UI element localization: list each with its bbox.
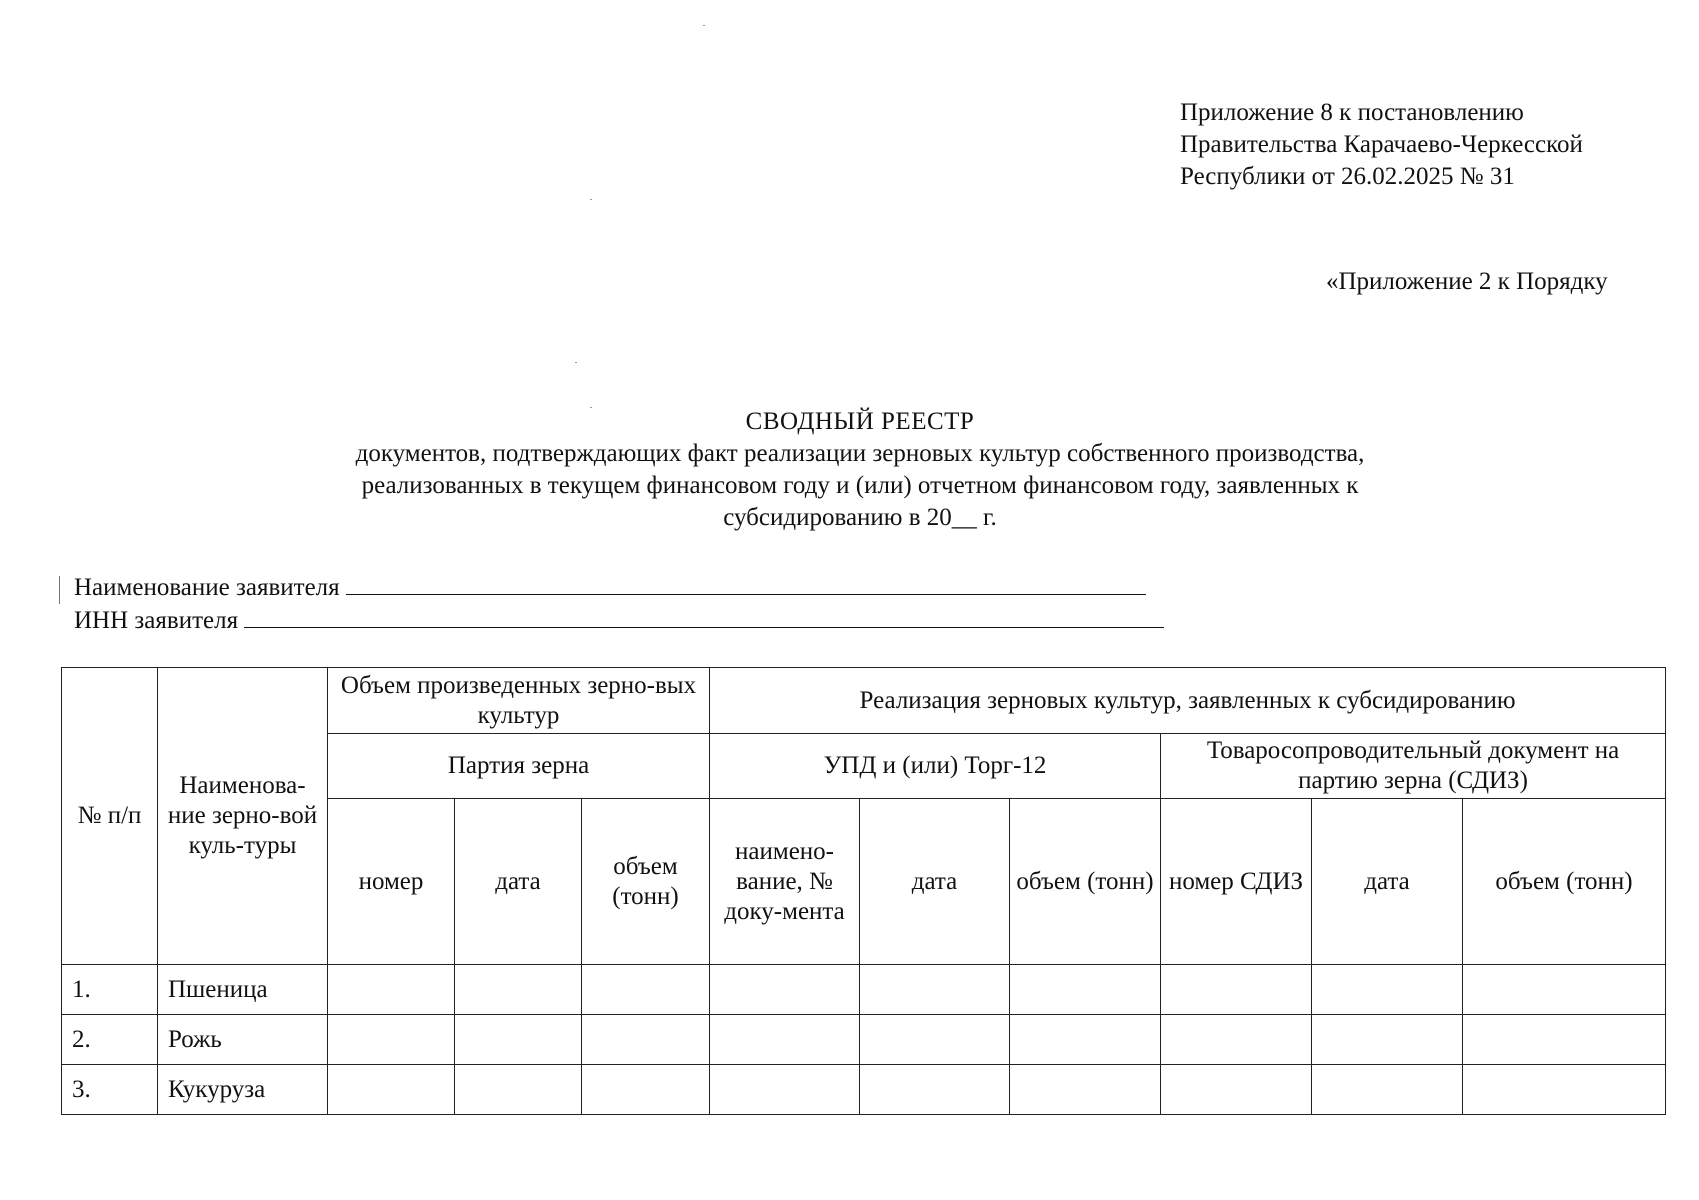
empty-cell (710, 1015, 860, 1065)
annex-line: Приложение 8 к постановлению (1180, 99, 1524, 126)
annex-line: Правительства Карачаево-Черкесской (1180, 131, 1583, 158)
empty-cell (328, 965, 455, 1015)
col-header-batch-volume: объем (тонн) (582, 799, 710, 965)
margin-mark (59, 576, 60, 604)
col-header-batch-number: номер (328, 799, 455, 965)
empty-cell (455, 1015, 582, 1065)
empty-cell (455, 965, 582, 1015)
applicant-name-label: Наименование заявителя (74, 574, 340, 601)
empty-cell (1463, 1015, 1666, 1065)
empty-cell (1161, 1065, 1312, 1115)
col-header-crop: Наименова-ние зерно-вой куль-туры (158, 668, 328, 965)
col-header-sdiz-volume: объем (тонн) (1463, 799, 1666, 965)
col-header-upd-volume: объем (тонн) (1010, 799, 1161, 965)
empty-cell (1463, 1065, 1666, 1115)
header-row-groups (62, 668, 1666, 734)
col-header-upd-date: дата (860, 799, 1010, 965)
row-crop: Рожь (158, 1015, 328, 1065)
subgroup-header-upd: УПД и (или) Торг-12 (710, 734, 1161, 799)
empty-cell (1312, 1015, 1463, 1065)
subgroup-header-batch: Партия зерна (328, 734, 710, 799)
empty-cell (860, 965, 1010, 1015)
empty-cell (860, 1065, 1010, 1115)
col-header-no: № п/п (62, 668, 158, 965)
empty-cell (710, 1065, 860, 1115)
empty-cell (582, 1015, 710, 1065)
applicant-inn-field (74, 605, 1164, 636)
empty-cell (1161, 1015, 1312, 1065)
row-crop: Пшеница (158, 965, 328, 1015)
scan-speck (590, 199, 592, 200)
empty-cell (1010, 965, 1161, 1015)
empty-cell (1463, 965, 1666, 1015)
row-crop: Кукуруза (158, 1065, 328, 1115)
applicant-inn-label: ИНН заявителя (74, 607, 239, 634)
empty-cell (1010, 1015, 1161, 1065)
col-header-batch-date: дата (455, 799, 582, 965)
annex-reference (1180, 97, 1583, 193)
row-number: 3. (62, 1065, 158, 1115)
empty-cell (860, 1015, 1010, 1065)
table-row (62, 1065, 1666, 1115)
annex-line: Республики от 26.02.2025 № 31 (1180, 163, 1515, 190)
empty-cell (582, 1065, 710, 1115)
order-annex-reference: «Приложение 2 к Порядку (1326, 268, 1608, 295)
subgroup-header-sdiz: Товаросопроводительный документ на партию зерна (СДИЗ) (1161, 734, 1666, 799)
col-header-sdiz-number: номер СДИЗ (1161, 799, 1312, 965)
applicant-name-blank (346, 572, 1146, 595)
title-line: субсидированию в 20__ г. (723, 504, 997, 531)
scan-speck (575, 362, 577, 363)
empty-cell (582, 965, 710, 1015)
document-title (230, 406, 1490, 534)
empty-cell (328, 1065, 455, 1115)
table-row (62, 1015, 1666, 1065)
title-line: реализованных в текущем финансовом году и (или) отчетном финансовом году, заявленных к (361, 472, 1359, 499)
registry-table (61, 667, 1666, 1115)
empty-cell (1312, 1065, 1463, 1115)
title-line: документов, подтверждающих факт реализации зерновых культур собственного производства, (355, 440, 1365, 467)
empty-cell (1010, 1065, 1161, 1115)
col-header-upd-name: наимено-вание, № доку-мента (710, 799, 860, 965)
table-row (62, 965, 1666, 1015)
row-number: 2. (62, 1015, 158, 1065)
applicant-inn-blank (244, 605, 1164, 628)
row-number: 1. (62, 965, 158, 1015)
applicant-name-field (74, 572, 1146, 603)
title-main: СВОДНЫЙ РЕЕСТР (745, 408, 975, 435)
empty-cell (710, 965, 860, 1015)
empty-cell (328, 1015, 455, 1065)
empty-cell (1312, 965, 1463, 1015)
scan-speck (703, 25, 705, 26)
col-header-sdiz-date: дата (1312, 799, 1463, 965)
group-header-volume: Объем произведенных зерно-вых культур (328, 668, 710, 734)
empty-cell (455, 1065, 582, 1115)
group-header-sales: Реализация зерновых культур, заявленных к субсидированию (710, 668, 1666, 734)
empty-cell (1161, 965, 1312, 1015)
